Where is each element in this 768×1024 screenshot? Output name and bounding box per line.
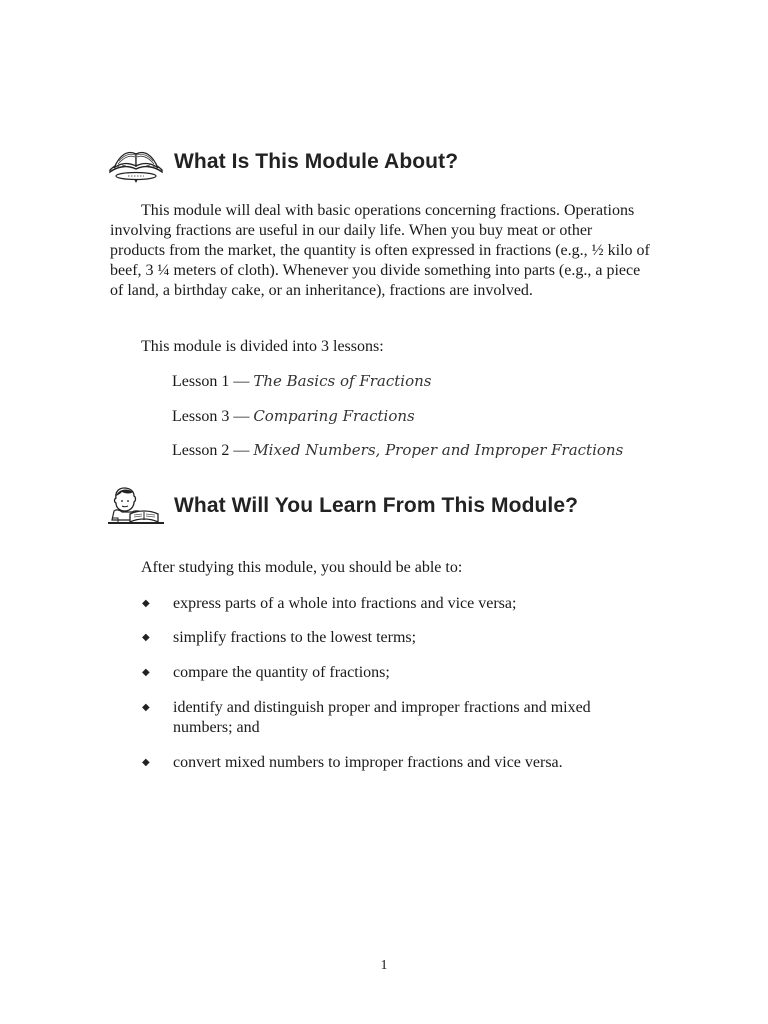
lesson-label: Lesson 2 — [172, 442, 250, 459]
diamond-bullet-icon: ◆ [142, 702, 150, 713]
section-header-module-about [106, 140, 458, 184]
lesson-title: The Basics of Fractions [253, 372, 432, 390]
list-item [141, 698, 641, 738]
lesson-title: Mixed Numbers, Proper and Improper Fractions [253, 441, 624, 459]
lesson-label: Lesson 3 — [172, 408, 250, 425]
objectives-intro: After studying this module, you should be able to: [141, 559, 463, 576]
section-heading: What Will You Learn From This Module? [174, 494, 579, 517]
lesson-item [172, 440, 623, 461]
student-reading-icon [106, 484, 166, 528]
open-book-icon [106, 140, 166, 184]
list-item [141, 594, 641, 614]
list-item [141, 628, 641, 648]
lesson-item [172, 371, 431, 392]
page-number: 1 [380, 958, 388, 973]
section-header-what-will-you-learn [106, 484, 578, 528]
objective-text: compare the quantity of fractions; [173, 664, 390, 681]
intro-paragraph: This module will deal with basic operations concerning fractions. Operations involving fractions are useful in our daily life. When you buy meat or other products from the market, the quantity is often expressed in fractions (e.g., ½ kilo of beef, 3 ¼ meters of cloth). Whenever you divide something into parts (e.g., a piece of land, a birthday cake, or an inheritance), fractions are involved. [110, 202, 650, 299]
objective-text: identify and distinguish proper and improper fractions and mixed numbers; and [173, 699, 591, 736]
list-item [141, 663, 641, 683]
list-item [141, 753, 641, 773]
diamond-bullet-icon: ◆ [142, 667, 150, 678]
objective-text: express parts of a whole into fractions and vice versa; [173, 595, 517, 612]
diamond-bullet-icon: ◆ [142, 598, 150, 609]
diamond-bullet-icon: ◆ [142, 757, 150, 768]
lesson-label: Lesson 1 — [172, 373, 250, 390]
section-heading: What Is This Module About? [174, 150, 459, 173]
lessons-intro: This module is divided into 3 lessons: [141, 338, 384, 355]
lesson-item [172, 406, 415, 427]
lesson-title: Comparing Fractions [253, 407, 415, 425]
objective-text: convert mixed numbers to improper fractions and vice versa. [173, 754, 563, 771]
diamond-bullet-icon: ◆ [142, 632, 150, 643]
objective-text: simplify fractions to the lowest terms; [173, 629, 417, 646]
